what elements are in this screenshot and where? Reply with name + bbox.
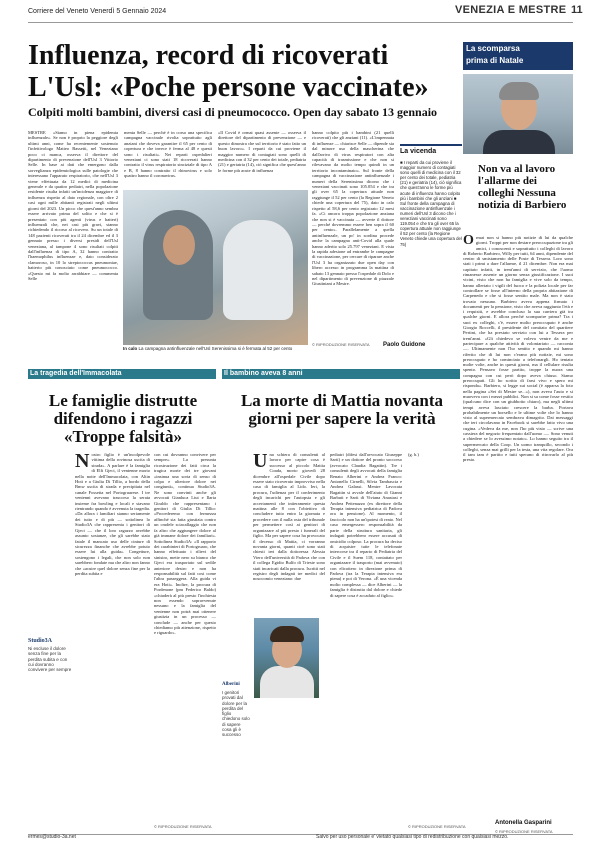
drop-cap: N	[75, 452, 90, 472]
section-title: VENEZIA E MESTRE	[455, 4, 567, 16]
article-column	[408, 452, 464, 824]
child-photo	[254, 618, 319, 698]
article-text: na schiera di consulenti al lavoro per capire cosa è successo al piccolo Mattia Coada, morto giovedì 28 dicembre all'ospedale Civile dopo essere stato ricoverato improvviso nella casa di famiglia al Lido. Ieri, la procura, l'udienza per il conferimento degli incarichi per l'autopsia e gli accertamenti che intieramente questa mattina alle 8 con l'obiettivo di concludere tutto entro la giornata e procedere con il nulla osta del tribunale per permettere così ai genitori di organizzare al più presto i funerali del figlio. Ma per sapere cosa ha provocato il decesso di Mattia, ci vorranno novanta giorni, quanti cioè sono stati chiesti ieri dalla dottoressa Alessia Viero dell'università di Padova che con il collega Egidio Bulfo di Trieste sono stati incaricati dalla procura. Iscritti nel registro degli indagati tre medici del nosocomio veneziano: due	[253, 452, 325, 582]
article-column	[154, 452, 216, 824]
main-subhead: Colpiti molti bambini, diversi casi di pneumococco. Open day sabato 13 gennaio	[28, 105, 438, 119]
left-headline: Le famiglie distrutte difendono i ragazzi «Troppe falsità»	[48, 391, 198, 446]
side-quote-title: Studio3A	[28, 638, 53, 644]
right-headline: Non va al lavoro l'allarme dei colleghi Nessuna notizia di Barbiero	[478, 163, 567, 211]
footer-email: ermes@studio-3a.net	[28, 834, 76, 840]
photo-face	[163, 225, 195, 265]
article-column	[330, 452, 402, 824]
copyright-note: © RIPRODUZIONE RISERVATA	[154, 824, 212, 829]
main-headline: Influenza, record di ricoverati	[28, 40, 389, 71]
article-text: rmai non si hanno più notizie di lui da qualche giorni. Troppi per non destare preoccupazione tra gli amici, i conoscenti e soprattutto i colleghi di lavoro di Roberto Barbiero, Willy per tutti, 64 anni, dipendente del centro di smistamento delle Poste di Tessera. Loro sono stati i primi a dare l'allarme, il 21 dicembre. Non era mai capitato infatti, in trent'anni di servizio, che l'uomo rimanesse assente un giorno senza giustificazione. I suoi vicini, visto che non ha famiglia e vive solo da tempo, hanno allertato i vigili del fuoco e la polizia locale per far controllare se fosse all'interno della propria abitazione di Carpenedo e che si fosse sentito male. Ma non è stato trovato nessuno. Barbiero aveva appena firmato i documenti per la pensione, visto che aveva raggiunto l'età e i requisiti, e avrebbe concluso la sua carriera già tra qualche giorni. E allora perché scomparire prima? Tra i suoi ex colleghi, c'è, essere molto preoccupato è anche Giorgio Roccelli, il presidente del comitato del quartiere Pertini, che ha prestato servizio con lui a Tessera per trent'anni. «Gli chiedevo se voleva venire da me e partecipare a qualche attività di volontariato — racconta —. Ultimamente non l'ho sentito e quando mi hanno riferito che di lui non c'erano più notizie, mi sono preoccupato e ho cominciato a telefonargli. Ho tentato molte volte, anche in questi giorni, ma il cellulare risulta spento. Pensavo fosse partito, troppe la nuora una compagna con cui però dopo aveva chiuso. Siamo preoccupati. Gli ho scritto di farsi vivo e spero mi risponda». Barbiero, si legge sui social (è apparsa la foto nella pagina «Sei di Mestre se...»), non aveva l'auto e si muoveva con i mezzi pubblici. Non si sa come fosse vestito (qualcuno dice con un giubbotto chiaro), ma negli ultimi tempi aveva lasciato crescere la barba. Portava probabilmente un borsello e le ultime volte che lo hanno visto al supermercato sembrava dimagrito. Dai messaggi che ieri circolavano in Facebook si sarebbe fatto vivo una cugina. «Vedeva da me, non l'ho più visto — scrive una cassiera del negozio frequentato dall'uomo —. Sono venuti a chiedere se lo avessimo notato». Lo hanno seguito tra il supermercato della Coop. Un uomo tranquillo, secondo i colleghi, senza mai grilli per la testa, una vita regolare. Ora il tam tam è partito e tutti sperano di ritrovarlo al più presto.	[463, 235, 573, 463]
portrait-body	[483, 130, 555, 154]
page-number: 11	[571, 4, 583, 16]
article-column	[75, 452, 150, 824]
sidebar-text: ■ I reparti da cui proviene il maggior numero di contagiati sono quelli di medicina con il 32 per cento dei totale, pediatria (21) e geriatria (14), ciò significa che quest'anno le forme più acute di influenza hanno colpito più i bambini che gli anziani ■ Sul fronte della campagna di vaccinazione antinfluenzale i numeri dell'Usl 3 dicono che i veneziani vaccinati sono 119.054 e che tra gli over 65 la copertura attuale non raggiunge il 52 per cento (la Regione Veneto chiede una copertura del 75)	[400, 160, 462, 247]
right-label-2: prima di Natale	[466, 56, 524, 65]
article-column	[124, 130, 212, 188]
article-column	[312, 130, 394, 342]
child-hair	[270, 626, 304, 642]
photo-person	[223, 220, 293, 320]
right-label: La scomparsa	[466, 44, 520, 53]
child-body	[260, 666, 314, 698]
main-headline-2: L'Usl: «Poche persone vaccinate»	[28, 72, 429, 103]
article-column	[28, 130, 118, 364]
article-text: ostro figlio è un'incolpevole vittima della rovinosa uscita di strada». A parlare è la famiglia di Elfi Gjeci, il ventenne morto nella notte dell'Immacolata, con Altin Hoti e a Giulia Di Tillio, a bordo della Bmw uscita di strada e precipitata nel canale Fossetta nel Portogruarese. I tre ventenni avevano trascorso la serata insieme fra bowling e locali e stavano rientrando quando è avvenuta la tragedia. «Da allora i familiari stanno seriamente dei tutto e di più — sottolinea lo Studio3A che rappresenta i genitori di Gjeci — che il loro ragazzo avrebbe assunto sostanze, che gli sarebbe stato fatale il mancato uso delle cinture di sicurezza finanche che avrebbe potuto essere lui alla guida». Congetture, sostengono i legali, che non solo non sarebbero fondate ma che altro non fanno che «acuire quel dolore senza fine per la perdita subita e	[75, 452, 150, 576]
section-label: La tragedia dell'Immacolata	[30, 370, 122, 377]
drop-cap: O	[463, 235, 474, 248]
article-text: (g. b.)	[408, 452, 419, 457]
right-article-body	[463, 235, 573, 810]
article-text: MESTRE «Siamo in piena epidemia influenzale». Se non è proprio la peggiore degli ultimi anni, come ha recentemente sostenuto l'infettivologo Matteo Bassetti, nel Veneziano poco ci manca, osserva il direttore del dipartimento di prevenzione dell'Usl 3 Vittorio Selle. In base ai dati che emergono dalla sorveglianza epidemiologica sulle patologie che interessano l'apparato respiratorio, che nell'Usl 3 viene effettuata da 12 medici di medicina generale e da quattro pediatri, nella popolazione residente risulta infatti un'incidenza maggiore di influenza rispetto al dato regionale, con oltre 2 casi ogni mille abitanti registrati negli ultimi giorni del 2023. Un picco che quest'anno sembra essere arrivato prima del solito e che si è presentato con più agenti (virus e batteri) influenzali che, nei casi più gravi, stanno richiedendo il ricorso al ricovero. Su un totale di 148 pazienti ricoverati tra il 24 dicembre ed il 3 gennaio presso i diversi presidi dell'Usl veneziana, al tampone 4 sono risultati colpiti dall'influenza di tipo A, 32 hanno contratto l'haemophilus influenzae e, dato considerato clamoroso, in 10 lo streptococcus pneumoniae, batterio più conosciuto come pneumococco. «Questo mi fa molto arrabbiare — commenta Selle	[28, 130, 118, 281]
copyright-note: © RIPRODUZIONE RISERVATA	[312, 342, 370, 347]
copyright-note: © RIPRODUZIONE RISERVATA	[408, 824, 466, 829]
article-text: hanno colpito più i bambini (21 quelli ricoverati) che gli anziani (11). «L'impennata di influenze — chiarisce Selle — dipende sia dal minore uso della mascherina che dall'arrivo di virus respiratori con alta capacità di trasmissione e che non si rilevavano da molto tempo quindi in un territorio incontaminato». Sul fronte della campagna di vaccinazione antinfluenzale i numeri della Serenissima dicono che i veneziani vaccinati sono 105.054 e che tra gli over 65 la copertura attuale non raggiunge il 52 per cento (la Regione Veneto chiede una copertura del 75), dato in calo rispetto al 58,6 per cento registrato 12 mesi fa. «Ci ancora troppa popolazione anziana che non si è vaccinata — avverte il dottore — perché dovremmo essere ben sopra il 60 per cento». Parallelamente a quella antinfluenzale, un po' in sordina procede anche la campagna anti-Covid alla quale hanno aderito solo 25.797 veneziani. E vista la rapida adesione ad entrambe le campagne di vaccinazione, per cercare di riparare anche l'Usl 3 ha organizzato due open day con libero accesso in programma la mattina di sabato 13 gennaio presso l'ospedale di Dolo e nel dipartimento di prevenzione di piazzale Giustiniani a Mestre.	[312, 130, 394, 287]
sidebar-label: La vicenda	[400, 144, 462, 155]
article-text: con cui dovranno convivere per sempre». La presunta ricostruzione dei fatti circa la tragica morte dei tre giovani «insinua una sorta di senso di colpa e ulteriore dolore nei congiunti», continua Studio3A. Ne sono convinti anche gli avvocati Gianluca Liut e Ilaria Giraldo che rappresentano i genitori di Giulia Di Tillio: «Procederemo con fermezza affinché sia fatta giustizia contro un crudele sciacallaggio che non fa altro che aggiungere dolore al già immane dolore dei familiari». Sottolinea Studio3A: «Il rapporto dei carabinieri di Portogruaro, che hanno effettuato i rilievi del sinistro, mette nero su bianco che Gjeci era trasportato sul sedile anteriore destro e non ha responsabilità sul fatti cosi come l'altra passeggera. Alla guida vi era Hoti». Inoltre, la procura di Pordenone (pm Federico Baldo) «chiuderà al più presto l'inchiesta non essendo sopravvenute nessuno e la famiglia del ventenne non potrà mai ottenere giustizia in un processo — conclude — anche per questo chiediamo più attenzione, rispetto e riguardo».	[154, 452, 216, 636]
mid-headline: La morte di Mattia novanta giorni per sapere la verità	[240, 391, 444, 428]
caption-text: La campagna antinfluenzale nell'Usl Serenissima si è fermata al 52 per cento	[138, 346, 293, 351]
drop-cap: U	[253, 452, 268, 472]
vaccination-photo	[123, 190, 308, 345]
section-label: Il bambino aveva 8 anni	[224, 370, 303, 377]
side-quote-text: I genitori provati dal dolore per la perdita del figlio chiedono solo di sapere cosa gli è successo	[222, 690, 250, 738]
caption-label: In calo	[123, 346, 138, 351]
article-text: «Il Covid è ormai quasi assente — osserva il direttore del dipartimento di prevenzione — e questo dimostra che sul territorio è stato fatto un buon lavoro». I reparti da cui proviene il maggior numero di contagiati sono quelli di medicina con il 32 per cento dei totale, pediatria (21) e geriatria (14), ciò significa che quest'anno le forme più acute di influenza	[218, 130, 306, 173]
byline: Antonella Gasparini	[495, 820, 552, 826]
article-text: menta Selle — perché è in corso una specifica campagna vaccinale rivolta soprattutto agli anziani che doveva garantire il 65 per cento di copertura e che invece è ferma al 48 e questi sono i risultati». Nei reparti ospedalieri veneziani ci sono stati 18 ricoverati hanno contratto il virus respiratorio sinciziale di tipo A e B, 8 hanno contratto il rhinovirus e solo quattro hanno il coronavirus.	[124, 130, 212, 179]
article-column	[218, 130, 306, 188]
side-quote-text: Ni escluse il dolore senza fine per la perdita subita e con cui dovranno convivere per sempre	[28, 646, 72, 673]
footer-notice: Salvo per uso personale e' vietato qualsiasi tipo di redistribuzione con qualsiasi mezzo.	[316, 834, 509, 840]
portrait-photo	[463, 74, 573, 154]
divider	[28, 22, 573, 23]
byline: Paolo Guidone	[383, 342, 426, 348]
side-quote-title: Alberini	[222, 682, 240, 687]
masthead-date: Corriere del Veneto Venerdì 5 Gennaio 2024	[28, 8, 167, 15]
article-text: pediatri (difesi dall'avvocato Giuseppe Sarti) e un dottore del pronto soccorso (avvocato Claudia Bagattin). Tre i consulenti degli avvocati della famiglia Renato Alberini e Andrea Franco: Antonello Cirnelli, Silvia Tambascia e Andrea Galassi. Mentre Lavocata Bagattin si avvale dell'aiuto di Gianni Barbuti e Sarti di Viviana Anastasi e Andrea Pettenazzo (ex direttore della Terapia intensiva pediatrica di Padova ora in pensione). Al momento, il fascicolo non ha un'ipotesi di reato. Nel caso emergessero responsabilità da parte della struttura sanitaria, gli indagati potrebbero essere accusati di omicidio colposo. La procura ha deciso di acquisire tutte le telefonate intercorse tra il reparto di Pediatria del Civile e il Suem 118, contattato per organizzare il trasporto (mai avvenuto) con elicottero in direzione prima di Padova (tra la Terapia intensiva era piena) e poi di Verona. «È una vicenda molto complessa — dice Alberini — la famiglia è distrutta dal dolore e chiede di sapere cosa è accaduto al figlio».	[330, 452, 402, 598]
copyright-note: © RIPRODUZIONE RISERVATA	[495, 829, 553, 834]
portrait-hair	[499, 82, 539, 100]
